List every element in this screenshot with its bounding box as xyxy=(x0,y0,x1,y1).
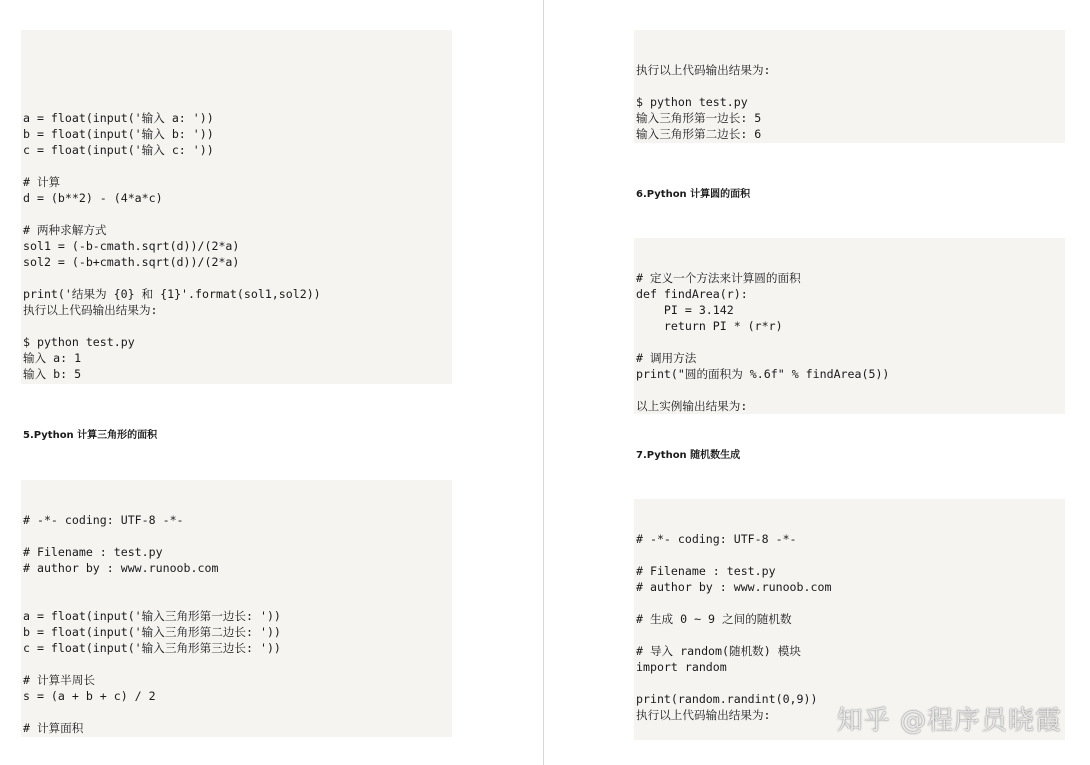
code-line: # 计算面积 xyxy=(23,721,84,735)
code-lines xyxy=(636,62,1065,143)
code-line xyxy=(636,78,1065,94)
code-line xyxy=(636,334,1065,350)
code-line: # 定义一个方法来计算圆的面积 xyxy=(636,271,801,285)
code-line xyxy=(23,736,452,737)
code-line: return PI * (r*r) xyxy=(636,319,783,333)
code-line: print('结果为 {0} 和 {1}'.format(sol1,sol2)) xyxy=(23,287,321,301)
code-line: # author by : www.runoob.com xyxy=(23,561,219,575)
code-line: def findArea(r): xyxy=(636,287,748,301)
section-heading-5: 5.Python 计算三角形的面积 xyxy=(23,430,158,441)
code-line xyxy=(23,656,452,672)
code-line: # Filename : test.py xyxy=(636,564,776,578)
code-line: d = (b**2) - (4*a*c) xyxy=(23,191,163,205)
quadratic-code-block xyxy=(21,30,452,384)
code-line: a = float(input('输入 a: ')) xyxy=(23,111,214,125)
code-line xyxy=(23,158,452,174)
code-line: # 计算半周长 xyxy=(23,673,95,687)
code-line xyxy=(23,318,452,334)
code-line: 输入三角形第二边长: 6 xyxy=(636,127,762,141)
code-line: sol2 = (-b+cmath.sqrt(d))/(2*a) xyxy=(23,255,240,269)
code-line: # 两种求解方式 xyxy=(23,223,107,237)
circle-area-code-block xyxy=(634,238,1065,414)
code-lines xyxy=(23,110,452,384)
code-line xyxy=(636,547,1065,563)
code-line: 执行以上代码输出结果为: xyxy=(636,63,771,77)
page-divider xyxy=(543,0,544,765)
code-line: # 导入 random(随机数) 模块 xyxy=(636,644,801,658)
code-line: # 调用方法 xyxy=(636,351,697,365)
code-line: # 生成 0 ~ 9 之间的随机数 xyxy=(636,612,792,626)
code-line xyxy=(23,382,452,384)
code-line: c = float(input('输入 c: ')) xyxy=(23,143,214,157)
code-line: 输入三角形第一边长: 5 xyxy=(636,111,762,125)
code-line xyxy=(23,592,452,608)
code-line: 输入 a: 1 xyxy=(23,351,82,365)
code-line xyxy=(636,595,1065,611)
code-line xyxy=(23,704,452,720)
code-line: 以上实例输出结果为: xyxy=(636,399,748,413)
section-heading-7: 7.Python 随机数生成 xyxy=(636,450,741,461)
code-line xyxy=(23,270,452,286)
zhihu-watermark: 知乎 @程序员晓霞 xyxy=(836,706,1062,736)
code-line: print("圆的面积为 %.6f" % findArea(5)) xyxy=(636,367,890,381)
code-line: 执行以上代码输出结果为: xyxy=(636,708,771,722)
code-lines xyxy=(23,512,452,737)
code-line: a = float(input('输入三角形第一边长: ')) xyxy=(23,609,281,623)
code-line: b = float(input('输入 b: ')) xyxy=(23,127,214,141)
code-line: $ python test.py xyxy=(23,335,135,349)
code-line: 输入 b: 5 xyxy=(23,367,82,381)
code-line: s = (a + b + c) / 2 xyxy=(23,689,156,703)
code-line: # author by : www.runoob.com xyxy=(636,580,832,594)
code-lines xyxy=(636,270,1065,414)
section-heading-6: 6.Python 计算圆的面积 xyxy=(636,189,751,200)
code-line xyxy=(636,382,1065,398)
code-line: $ python test.py xyxy=(636,95,748,109)
code-line: c = float(input('输入三角形第三边长: ')) xyxy=(23,641,281,655)
code-line: 执行以上代码输出结果为: xyxy=(23,303,158,317)
code-line xyxy=(636,142,1065,143)
code-line: sol1 = (-b-cmath.sqrt(d))/(2*a) xyxy=(23,239,240,253)
code-line xyxy=(23,206,452,222)
triangle-area-code-block xyxy=(21,480,452,737)
code-line xyxy=(636,627,1065,643)
code-line: # Filename : test.py xyxy=(23,545,163,559)
code-line xyxy=(636,675,1065,691)
code-line: import random xyxy=(636,660,727,674)
code-line xyxy=(23,528,452,544)
code-line: # 计算 xyxy=(23,175,61,189)
code-line: # -*- coding: UTF-8 -*- xyxy=(23,513,184,527)
code-line xyxy=(23,576,452,592)
code-line xyxy=(636,739,1065,740)
triangle-output-block xyxy=(634,30,1065,143)
code-line: b = float(input('输入三角形第二边长: ')) xyxy=(23,625,281,639)
code-line: PI = 3.142 xyxy=(636,303,734,317)
code-line: # -*- coding: UTF-8 -*- xyxy=(636,532,797,546)
code-line: print(random.randint(0,9)) xyxy=(636,692,818,706)
